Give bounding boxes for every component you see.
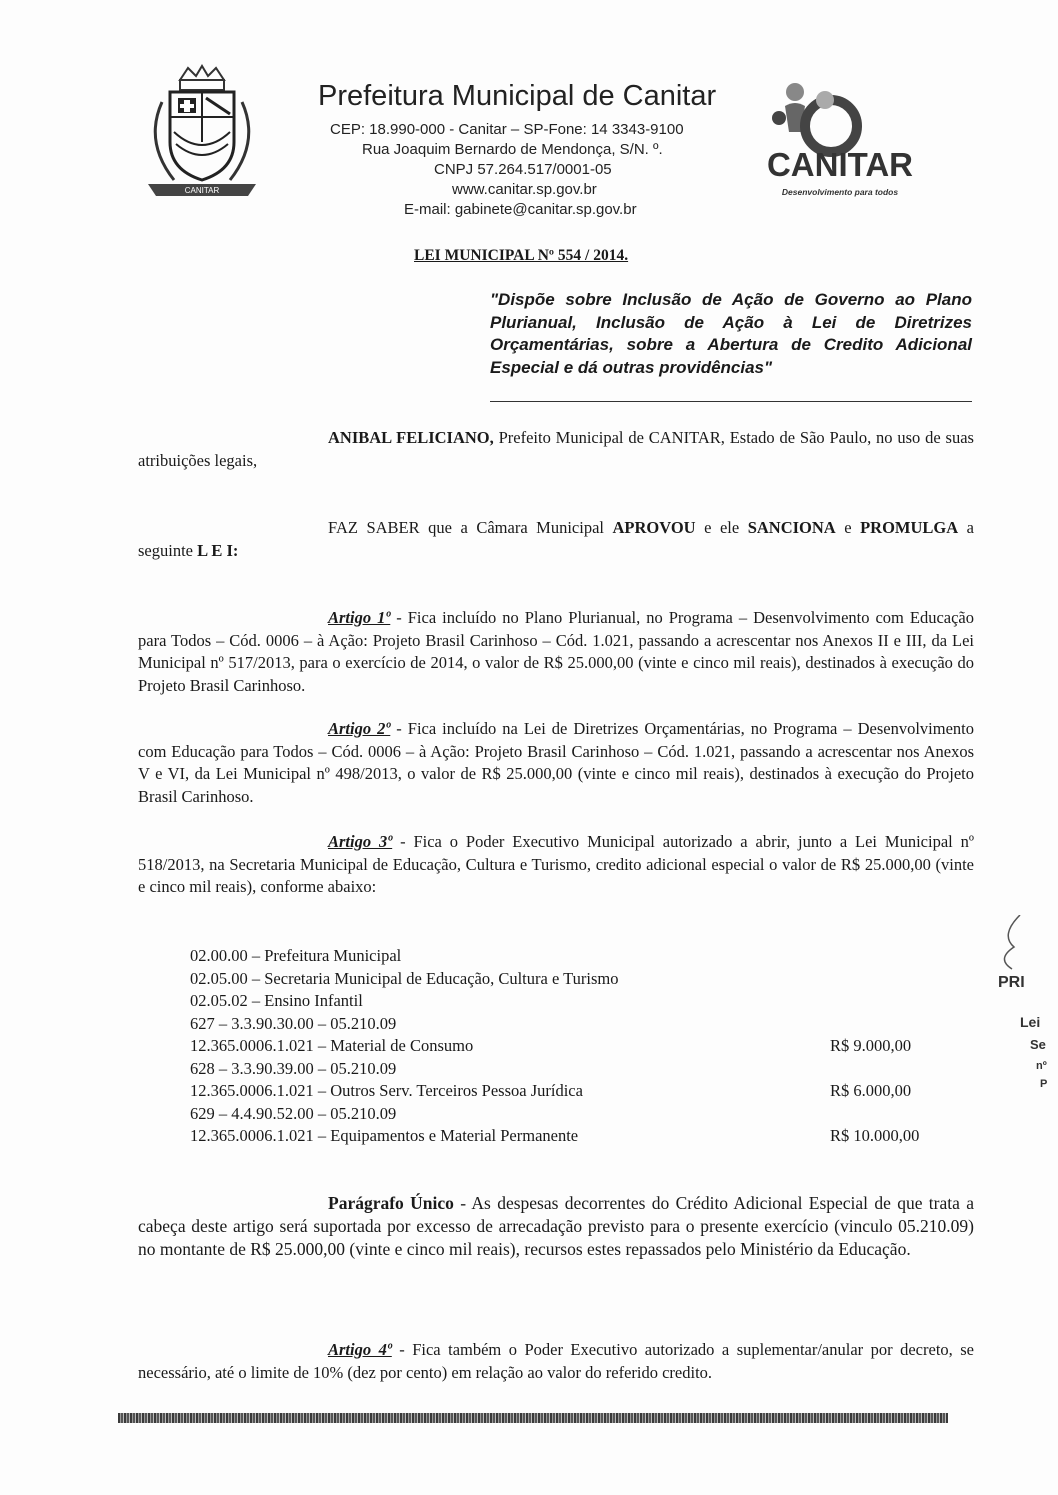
artigo-2-label: Artigo 2º	[328, 719, 391, 738]
artigo-4-paragraph	[138, 1339, 974, 1384]
paragrafo-unico-text: - As despesas decorrentes do Crédito Adicional Especial de que trata a cabeça deste artigo será suportada por excesso de arrecadação previsto para o presente exercício (vinculo 05.210.09) no montante de R$ 25.000,00 (vinte e cinco mil reais), recursos estes repassados pelo Ministério da Educação.	[138, 1193, 974, 1259]
header-cnpj: CNPJ 57.264.517/0001-05	[434, 161, 612, 178]
budget-row-value: R$ 9.000,00	[830, 1036, 912, 1055]
stamp-text: P	[1040, 1078, 1048, 1090]
stamp-text: Lei	[1020, 1014, 1041, 1030]
faz-saber-paragraph	[138, 517, 974, 562]
artigo-2-paragraph	[138, 718, 974, 808]
artigo-1-label: Artigo 1º	[328, 608, 391, 627]
artigo-3-paragraph	[138, 831, 974, 899]
budget-row-label: 12.365.0006.1.021 – Equipamentos e Material Permanente	[190, 1126, 579, 1145]
artigo-1-paragraph	[138, 607, 974, 697]
faz-saber-text-1: FAZ SABER que a Câmara Municipal	[328, 518, 613, 537]
budget-row-value: R$ 6.000,00	[830, 1081, 912, 1100]
paragrafo-unico-label: Parágrafo Único	[328, 1193, 454, 1213]
faz-saber-text-4: a seguinte	[138, 518, 974, 560]
budget-row	[190, 1125, 950, 1148]
budget-row	[190, 1103, 950, 1126]
faz-saber-promulga: PROMULGA	[860, 518, 959, 537]
law-title: LEI MUNICIPAL Nº 554 / 2014.	[414, 247, 629, 264]
budget-row-label: 02.00.00 – Prefeitura Municipal	[190, 946, 402, 965]
budget-row	[190, 945, 950, 968]
stamp-text: PRI	[998, 974, 1025, 991]
page-title: Prefeitura Municipal de Canitar	[318, 80, 717, 112]
budget-row-value: R$ 10.000,00	[830, 1126, 920, 1145]
faz-saber-text-2: e ele	[695, 518, 748, 537]
faz-saber-aprovou: APROVOU	[612, 518, 696, 537]
faz-saber-sanciona: SANCIONA	[747, 518, 836, 537]
budget-row	[190, 1080, 950, 1103]
budget-row-label: 629 – 4.4.90.52.00 – 05.210.09	[190, 1103, 397, 1123]
header-address-phone: CEP: 18.990-000 - Canitar – SP-Fone: 14 3343-9100	[330, 121, 684, 138]
ementa: "Dispõe sobre Inclusão de Ação de Governo ao Plano Plurianual, Inclusão de Ação à Lei de Diretrizes Orçamentárias, sobre a Abertura de Credito Adicional Especial e dá outras providências"	[490, 290, 972, 377]
ementa-underline	[490, 401, 972, 402]
budget-row	[190, 990, 950, 1013]
intro-paragraph	[138, 427, 974, 472]
header-email: E-mail: gabinete@canitar.sp.gov.br	[404, 201, 637, 218]
stamp-text: nº	[1036, 1060, 1047, 1072]
faz-saber-text-3: e	[835, 518, 861, 537]
coat-label: CANITAR	[184, 186, 220, 195]
stamp-fragment	[990, 915, 1058, 1115]
header-website: www.canitar.sp.gov.br	[452, 181, 597, 198]
budget-row-label: 02.05.00 – Secretaria Municipal de Educação, Cultura e Turismo	[190, 968, 619, 988]
budget-row	[190, 1058, 950, 1081]
budget-row-label: 628 – 3.3.90.39.00 – 05.210.09	[190, 1058, 397, 1078]
stamp-text: Se	[1030, 1037, 1046, 1052]
footer-bar	[118, 1413, 948, 1423]
budget-row-label: 02.05.02 – Ensino Infantil	[190, 991, 363, 1010]
coat-of-arms-icon	[140, 62, 265, 210]
budget-row	[190, 1013, 950, 1036]
intro-text: Prefeito Municipal de CANITAR, Estado de São Paulo, no uso de suas atribuições legais,	[138, 428, 974, 470]
paragrafo-unico	[138, 1192, 974, 1261]
canitar-logo-icon	[765, 82, 915, 202]
header-street: Rua Joaquim Bernardo de Mendonça, S/N. º.	[362, 141, 663, 158]
artigo-3-text: - Fica o Poder Executivo Municipal autorizado a abrir, junto a Lei Municipal nº 518/2013, na Secretaria Municipal de Educação, Cultura e Turismo, credito adicional especial o valor de R$ 25.000,00 (vinte e cinco mil reais), conforme abaixo:	[138, 832, 974, 897]
artigo-4-label: Artigo 4º	[328, 1340, 392, 1359]
artigo-1-text: - Fica incluído no Plano Plurianual, no Programa – Desenvolvimento com Educação para Todos – Cód. 0006 – à Ação: Projeto Brasil Carinhoso – Cód. 1.021, passando a acrescentar nos Anexos II e III, da Lei Municipal nº 517/2013, para o exercício de 2014, o valor de R$ 25.000,00 (vinte e cinco mil reais), destinados à execução do Projeto Brasil Carinhoso.	[138, 608, 974, 695]
budget-row	[190, 968, 950, 991]
logo-tagline: Desenvolvimento para todos	[781, 187, 899, 197]
artigo-3-label: Artigo 3º	[328, 832, 393, 851]
artigo-4-text: - Fica também o Poder Executivo autorizado a suplementar/anular por decreto, se necessário, até o limite de 10% (dez por cento) em relação ao valor do referido credito.	[138, 1340, 975, 1382]
faz-saber-lei: L E I:	[197, 540, 239, 560]
mayor-name: ANIBAL FELICIANO,	[328, 428, 494, 447]
budget-row-label: 12.365.0006.1.021 – Material de Consumo	[190, 1036, 474, 1055]
budget-row	[190, 1035, 950, 1058]
budget-list	[190, 945, 950, 1148]
logo-name: CANITAR	[766, 146, 914, 183]
artigo-2-text: - Fica incluído na Lei de Diretrizes Orçamentárias, no Programa – Desenvolvimento com Educação para Todos – Cód. 0006 – à Ação: Projeto Brasil Carinhoso – Cód. 1.021, passando a acrescentar nos Anexos V e VI, da Lei Municipal nº 498/2013, o valor de R$ 25.000,00 (vinte e cinco mil reais), destinados à execução do Projeto Brasil Carinhoso.	[138, 719, 974, 806]
budget-row-label: 627 – 3.3.90.30.00 – 05.210.09	[190, 1013, 397, 1033]
budget-row-label: 12.365.0006.1.021 – Outros Serv. Terceiros Pessoa Jurídica	[190, 1081, 583, 1100]
